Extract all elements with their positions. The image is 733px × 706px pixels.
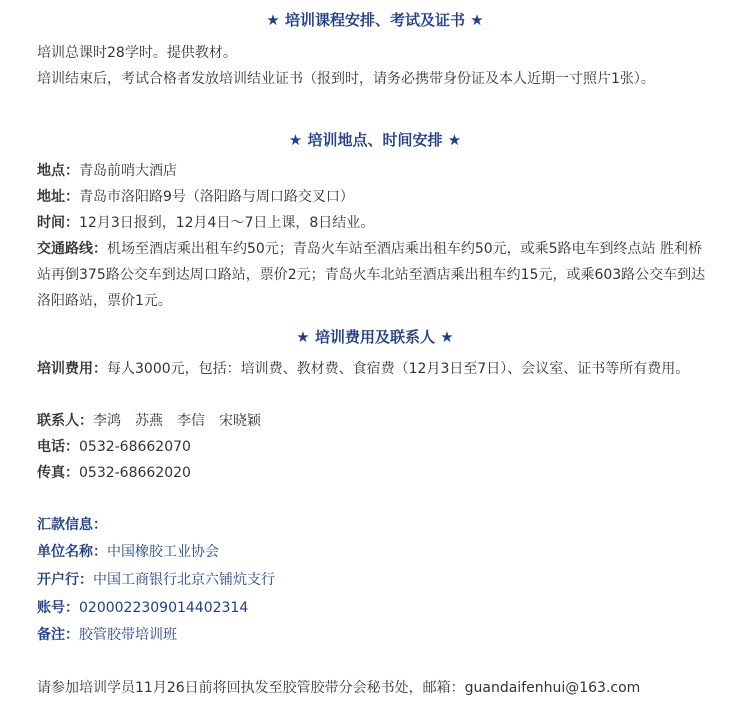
star-icon: ★ [288,131,303,149]
route-line [37,236,713,314]
star-icon: ★ [266,11,280,29]
phone-label: 电话： [37,439,79,455]
bank-line [37,567,713,593]
note-label: 备注： [37,627,79,643]
address-label: 地址： [37,189,79,205]
address-line [37,184,713,210]
footer-notice: 请参加培训学员11月26日前将回执发至胶管胶带分会秘书处，邮箱：guandaifenhui@163.com [37,680,641,696]
fax-line [37,460,713,486]
fee-value: 每人3000元，包括：培训费、教材费、食宿费（12月3日至7日）、会议室、证书等所有费用。 [107,361,690,377]
section-title: 培训地点、时间安排 [307,131,443,149]
fee-label: 培训费用： [37,361,107,377]
time-line [37,210,713,236]
venue-line [37,158,713,184]
account-line [37,595,713,621]
route-label: 交通路线： [37,241,107,257]
fax-label: 传真： [37,465,79,481]
address-value: 青岛市洛阳路9号（洛阳路与周口路交叉口） [79,189,354,205]
route-value: 机场至酒店乘出租车约50元；青岛火车站至酒店乘出租车约50元，或乘5路电车到终点站 胜利桥站再倒375路公交车到达周口路站，票价2元；青岛火车北站至酒店乘出租车约15元，或乘603路公交车到达洛阳路站，票价1元。 [37,241,706,309]
contact-value: 李鸿 苏燕 李信 宋晓颖 [93,413,261,429]
bank-value: 中国工商银行北京六铺炕支行 [93,572,275,588]
time-label: 时间： [37,215,79,231]
phone-line [37,434,713,460]
contact-label: 联系人： [37,413,93,429]
remit-title: 汇款信息： [37,517,107,533]
venue-value: 青岛前哨大酒店 [79,163,177,179]
time-value: 12月3日报到，12月4日～7日上课，8日结业。 [79,215,375,231]
org-label: 单位名称： [37,544,107,560]
contact-line [37,408,713,434]
star-icon: ★ [296,328,310,346]
remit-title-line [37,512,713,538]
venue-label: 地点： [37,163,79,179]
org-value: 中国橡胶工业协会 [107,544,219,560]
account-label: 账号： [37,600,79,616]
bank-label: 开户行： [37,572,93,588]
star-icon: ★ [470,11,484,29]
section-title: 培训课程安排、考试及证书 [284,11,465,29]
note-value: 胶管胶带培训班 [79,627,177,643]
certificate-text: 培训结束后，考试合格者发放培训结业证书（报到时，请务必携带身份证及本人近期一寸照片1张）。 [37,71,655,87]
fax-value: 0532-68662020 [79,465,191,481]
star-icon: ★ [440,328,454,346]
phone-value: 0532-68662070 [79,439,191,455]
course-hours-text: 培训总课时28学时。提供教材。 [37,45,237,61]
section-heading-venue [37,128,713,152]
account-value: 0200022309014402314 [79,600,249,616]
fee-line [37,356,713,382]
section-heading-course [37,8,713,32]
section-title: 培训费用及联系人 [314,328,435,346]
note-line [37,622,713,648]
section-heading-fees [37,325,713,349]
org-line [37,539,713,565]
star-icon: ★ [447,131,462,149]
